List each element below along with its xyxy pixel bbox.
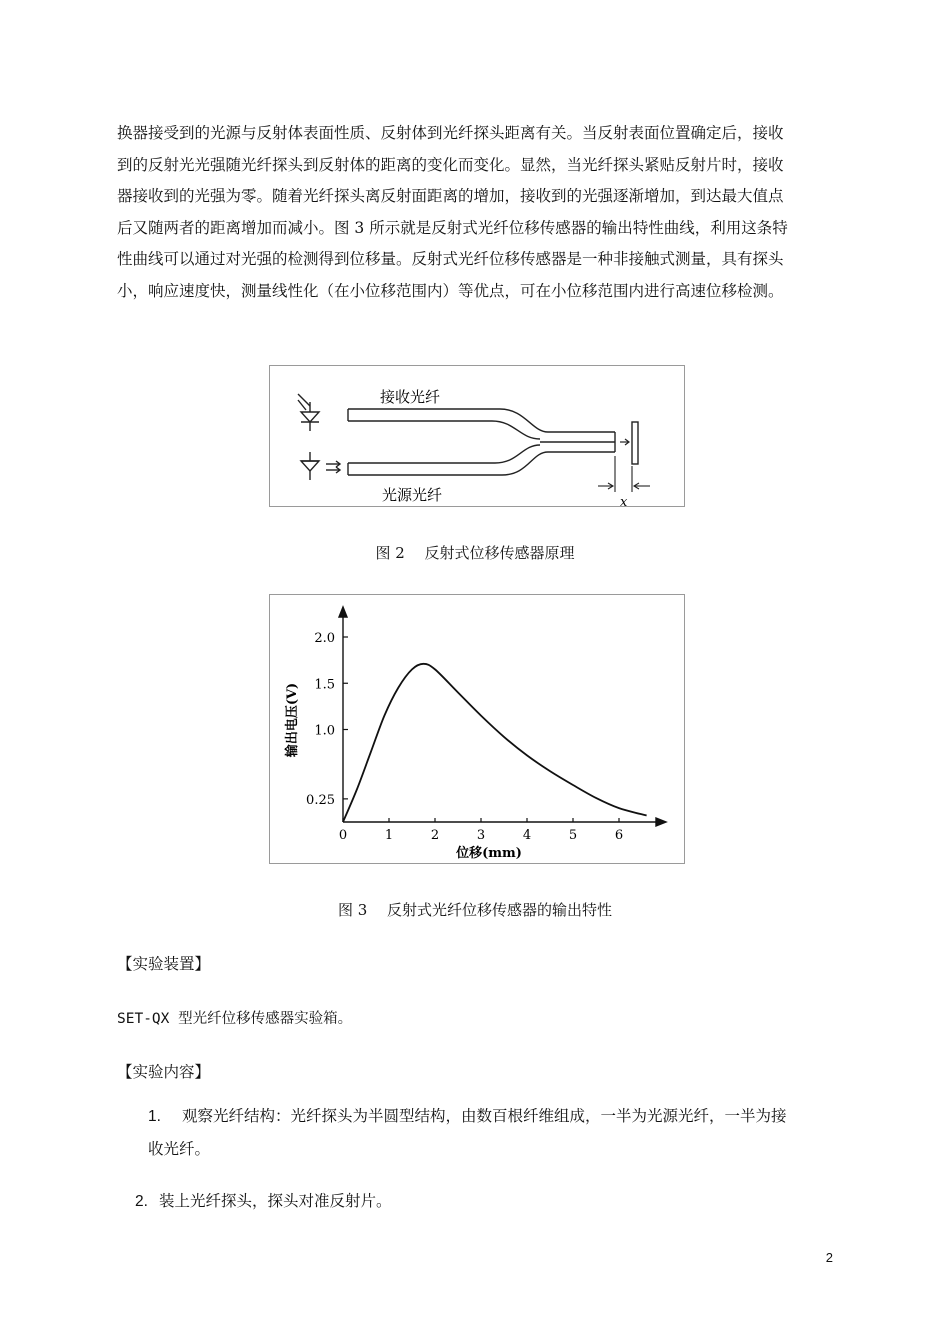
list-item-text: 观察光纤结构：光纤探头为半圆型结构，由数百根纤维组成，一半为光源光纤，一半为接 bbox=[182, 1107, 787, 1125]
intro-line: 器接收到的光强为零。随着光纤探头离反射面距离的增加，接收到的光强逐渐增加，到达最大值点 bbox=[117, 187, 784, 205]
intro-paragraph bbox=[117, 118, 836, 307]
figure-2-caption: 图 2 反射式位移传感器原理 bbox=[375, 544, 575, 562]
y-axis-label: 输出电压(V) bbox=[285, 682, 300, 758]
list-item-number: 2. bbox=[135, 1193, 148, 1210]
photodiode-icon bbox=[298, 394, 319, 431]
x-axis-label: 位移(mm) bbox=[456, 846, 522, 861]
apparatus-text: SET-QX 型光纤位移传感器实验箱。 bbox=[117, 1011, 353, 1027]
output-characteristic-chart bbox=[270, 595, 684, 863]
page-number: 2 bbox=[825, 1250, 833, 1265]
figure-3-caption: 图 3 反射式光纤位移传感器的输出特性 bbox=[337, 901, 613, 919]
led-icon bbox=[301, 452, 340, 480]
fiber-sensor-diagram bbox=[270, 366, 684, 506]
section-content-heading: 【实验内容】 bbox=[117, 1063, 211, 1081]
figure-2-diagram bbox=[269, 365, 685, 507]
x-tick-label: 5 bbox=[568, 828, 578, 843]
figure-3-chart bbox=[269, 594, 685, 864]
fiber-probe bbox=[540, 432, 615, 452]
list-item-text: 装上光纤探头，探头对准反射片。 bbox=[159, 1192, 392, 1210]
receive-fiber bbox=[348, 409, 548, 439]
distance-x-label: x bbox=[620, 495, 628, 506]
intro-line: 到的反射光光强随光纤探头到反射体的距离的变化而变化。显然，当光纤探头紧贴反射片时，接收 bbox=[117, 155, 784, 174]
series-line bbox=[343, 664, 647, 822]
intro-line: 换器接受到的光源与反射体表面性质、反射体到光纤探头距离有关。当反射表面位置确定后，接收 bbox=[117, 124, 784, 142]
list-item bbox=[135, 1189, 392, 1211]
distance-dimension bbox=[598, 456, 650, 492]
y-tick-label: 2.0 bbox=[314, 631, 335, 646]
intro-line: 小，响应速度快，测量线性化（在小位移范围内）等优点，可在小位移范围内进行高速位移检测。 bbox=[117, 281, 784, 300]
intro-line: 性曲线可以通过对光强的检测得到位移量。反射式光纤位移传感器是一种非接触式测量，具有探头 bbox=[117, 250, 784, 268]
x-tick-label: 2 bbox=[430, 828, 440, 843]
x-tick-label: 3 bbox=[476, 828, 486, 843]
x-axis-arrow bbox=[656, 818, 666, 826]
intro-line: 后又随两者的距离增加而减小。图 3 所示就是反射式光纤位移传感器的输出特性曲线，利用这条特 bbox=[117, 218, 788, 237]
list-item-number: 1. bbox=[148, 1108, 161, 1125]
y-tick-label: 1.0 bbox=[314, 723, 335, 739]
source-fiber-label: 光源光纤 bbox=[382, 486, 443, 504]
list-item-continuation: 收光纤。 bbox=[148, 1140, 211, 1158]
reflection-arrow-icon bbox=[620, 439, 629, 445]
source-fiber bbox=[348, 445, 548, 475]
y-axis-arrow bbox=[339, 607, 347, 617]
x-tick-label: 6 bbox=[614, 828, 624, 843]
y-tick-label: 1.5 bbox=[314, 677, 335, 693]
x-tick-label: 4 bbox=[522, 828, 532, 843]
y-tick-label: 0.25 bbox=[306, 792, 335, 808]
x-tick-label: 1 bbox=[384, 828, 394, 843]
reflector-plate bbox=[632, 422, 638, 464]
section-apparatus-heading: 【实验装置】 bbox=[117, 955, 211, 973]
receive-fiber-label: 接收光纤 bbox=[380, 388, 441, 406]
list-item bbox=[148, 1104, 838, 1126]
x-tick-label: 0 bbox=[338, 828, 348, 843]
